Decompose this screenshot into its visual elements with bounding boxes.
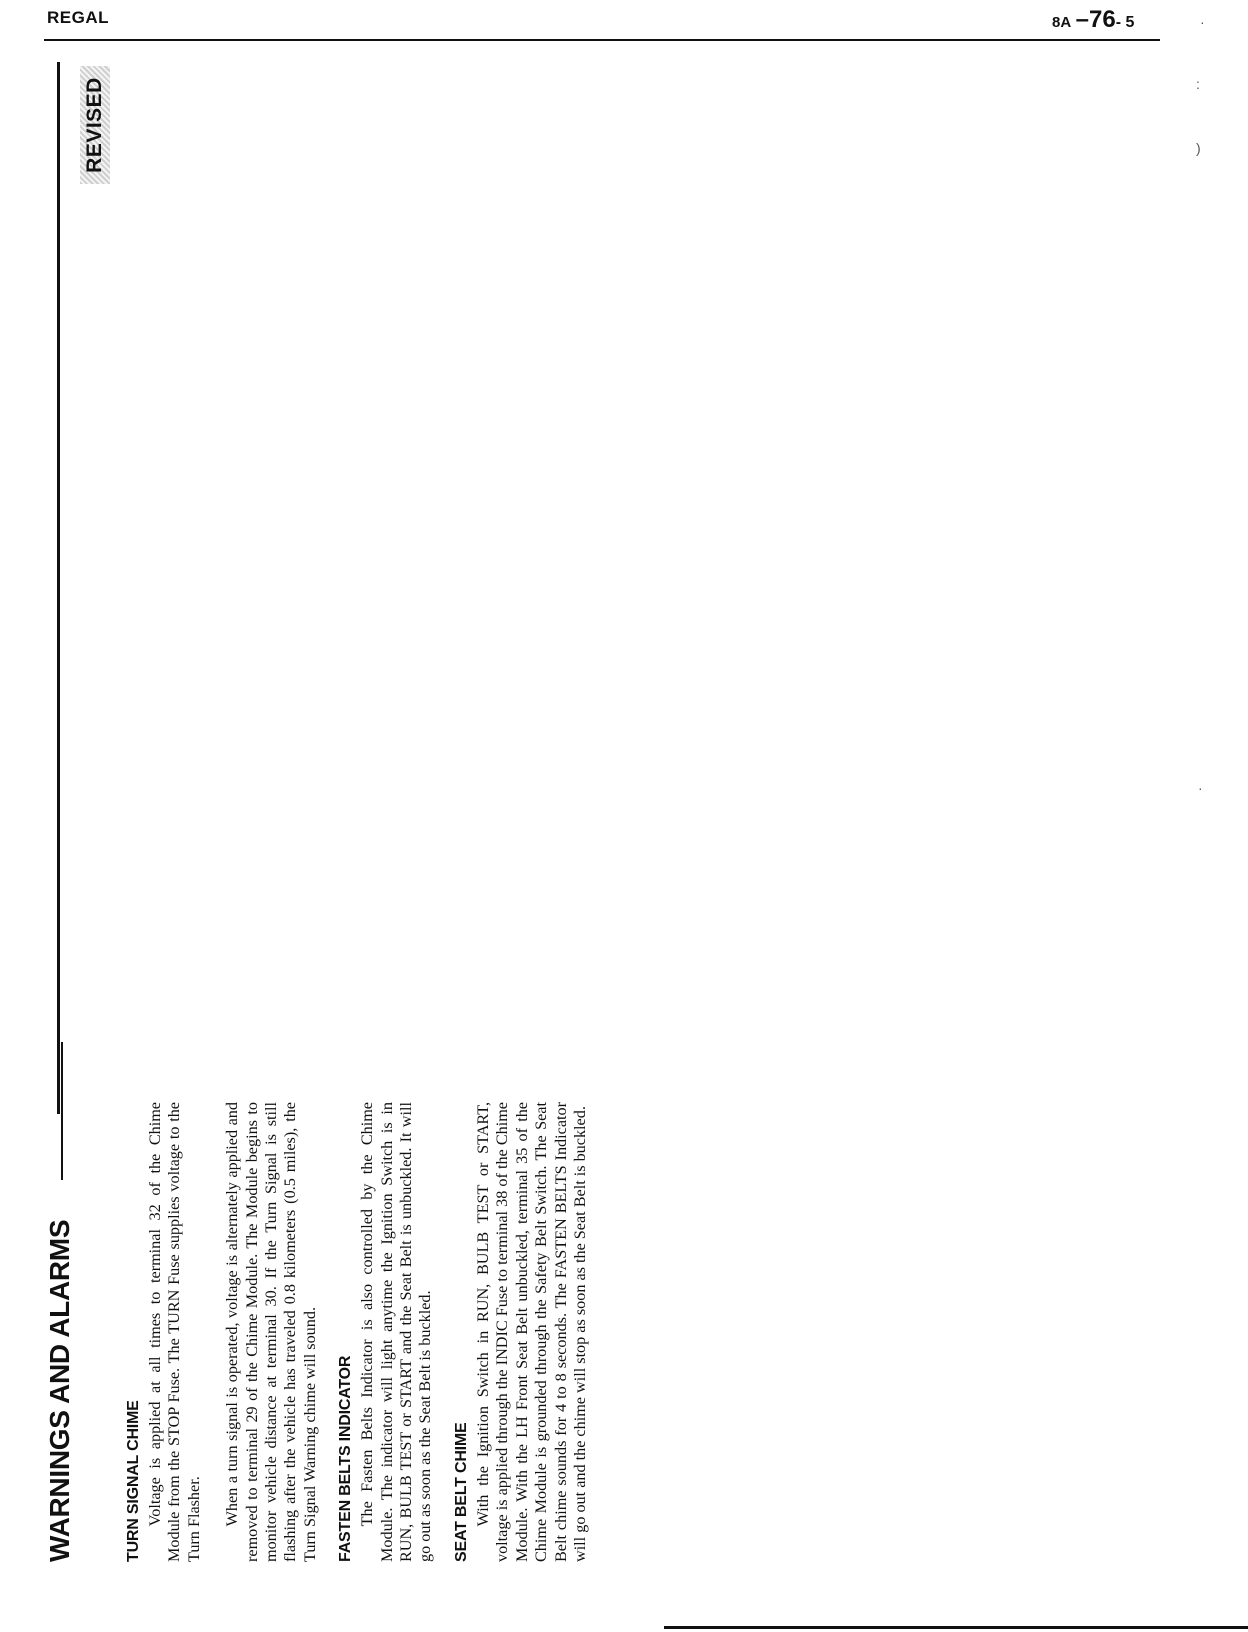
section-code: 8A (1052, 14, 1072, 31)
scan-mark: · (1198, 780, 1203, 796)
revised-label: REVISED (83, 77, 106, 173)
page-main-number: 76 (1089, 6, 1116, 33)
rotated-content (40, 1042, 920, 1562)
page-dash: – (1075, 6, 1089, 33)
title-row (40, 1042, 80, 1562)
header-rule (44, 39, 1160, 41)
scan-mark: ) (1196, 140, 1201, 156)
scan-mark: : (1196, 76, 1200, 92)
header-vehicle-name: REGAL (47, 8, 109, 27)
title-rule (61, 1042, 63, 1180)
scan-mark: · (1200, 14, 1205, 30)
heading-turn-signal-chime: TURN SIGNAL CHIME (125, 1400, 142, 1562)
page-title: WARNINGS AND ALARMS (44, 1219, 75, 1562)
paragraph-seat-belt: With the Ignition Switch in RUN, BULB TEST or START, voltage is applied through the INDIC Fuse to terminal 38 of the Chime Module. With the LH Front Seat Belt unbuckled, terminal 35 of the Chime Module is grounded through the Safety Belt Switch. The Seat Belt chime sounds for 4 to 8 seconds. The FASTEN BELTS Indicator will go out and the chime will stop as soon as the Seat Belt is buckled. (473, 1102, 589, 1562)
paragraph-turn-signal-2: When a turn signal is operated, voltage is alternately applied and removed to terminal 29 of the Chime Module. The Module begins to monitor vehicle distance at terminal 30. If the Turn Signal is still flashing after the vehicle has traveled 0.8 kilometers (0.5 miles), the Turn Signal Warning chime will sound. (223, 1102, 319, 1562)
bottom-rule (664, 1626, 1248, 1629)
heading-seat-belt-chime: SEAT BELT CHIME (452, 1422, 470, 1562)
page-sub-number: - 5 (1115, 14, 1135, 31)
revision-bar (57, 62, 60, 1114)
page-number (1052, 6, 1134, 34)
paragraph-turn-signal-1: Voltage is applied at all times to terminal 32 of the Chime Module from the STOP Fuse. The TURN Fuse supplies voltage to the Turn Flasher. (146, 1102, 203, 1562)
paragraph-fasten-belts: The Fasten Belts Indicator is also controlled by the Chime Module. The indicator will light anytime the Ignition Switch is in RUN, BULB TEST or START and the Seat Belt is unbuckled. It will go out as soon as the Seat Belt is buckled. (358, 1102, 435, 1562)
text-column (125, 1102, 590, 1562)
heading-fasten-belts-indicator: FASTEN BELTS INDICATOR (337, 1355, 355, 1562)
